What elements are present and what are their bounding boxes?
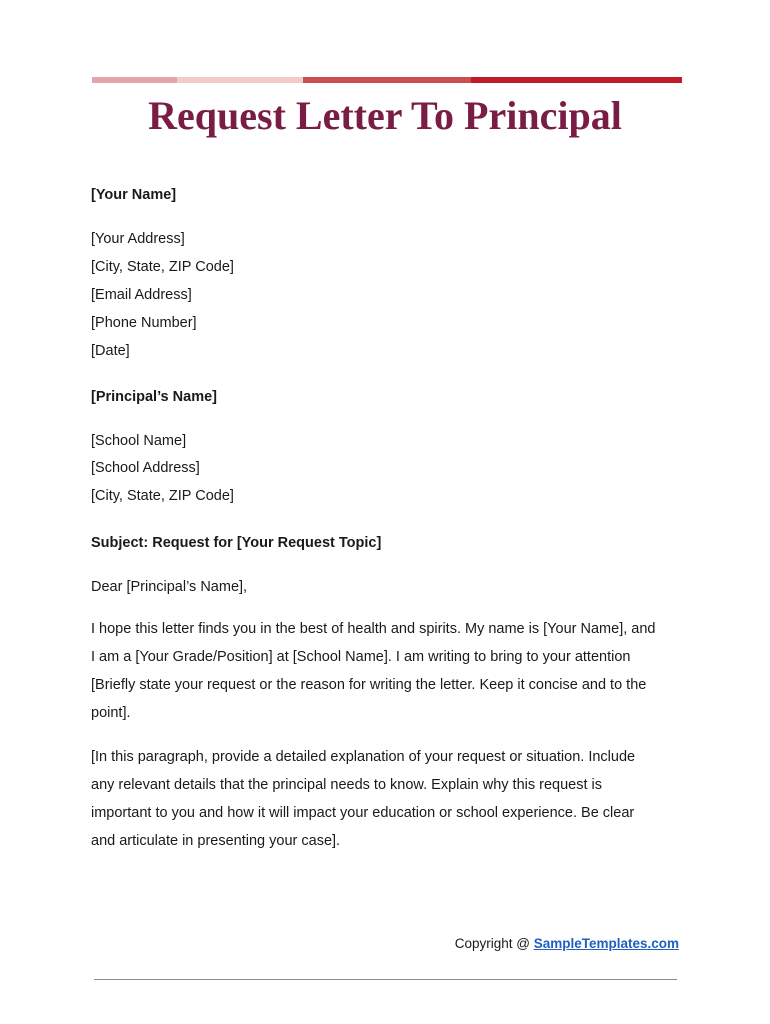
- sender-email: [Email Address]: [91, 287, 192, 303]
- sender-city-state-zip: [City, State, ZIP Code]: [91, 259, 234, 275]
- sender-phone: [Phone Number]: [91, 315, 197, 331]
- bar-segment: [303, 77, 471, 83]
- paragraph-line: and articulate in presenting your case].: [91, 833, 341, 849]
- bar-segment: [177, 77, 303, 83]
- copyright-prefix: Copyright @: [454, 936, 534, 951]
- recipient-city-state-zip: [City, State, ZIP Code]: [91, 488, 234, 504]
- subject-line: Subject: Request for [Your Request Topic]: [91, 535, 382, 551]
- recipient-school-address: [School Address]: [91, 460, 200, 476]
- paragraph-line: [In this paragraph, provide a detailed explanation of your request or situation. Include: [91, 749, 636, 765]
- sampletemplates-link[interactable]: SampleTemplates.com: [533, 936, 679, 951]
- document-title: Request Letter To Principal: [148, 93, 622, 138]
- paragraph-line: important to you and how it will impact your education or school experience. Be clear: [91, 805, 635, 821]
- bar-segment: [92, 77, 177, 83]
- paragraph-line: [Briefly state your request or the reason for writing the letter. Keep it concise and to the: [91, 677, 647, 693]
- salutation: Dear [Principal’s Name],: [91, 579, 248, 595]
- paragraph-line: any relevant details that the principal needs to know. Explain why this request is: [91, 777, 603, 793]
- footer-divider: [94, 979, 677, 980]
- decorative-top-bar: [92, 77, 682, 83]
- paragraph-line: point].: [91, 705, 131, 721]
- sender-address: [Your Address]: [91, 231, 185, 247]
- bar-segment: [471, 77, 682, 83]
- sender-name: [Your Name]: [91, 187, 177, 203]
- letter-date: [Date]: [91, 343, 130, 359]
- recipient-name: [Principal’s Name]: [91, 389, 217, 405]
- paragraph-line: I hope this letter finds you in the best of health and spirits. My name is [Your Name], and: [91, 621, 656, 637]
- recipient-school-name: [School Name]: [91, 433, 187, 449]
- copyright-notice: [455, 935, 679, 953]
- paragraph-line: I am a [Your Grade/Position] at [School Name]. I am writing to bring to your attention: [91, 649, 631, 665]
- body-paragraph-2: [91, 743, 691, 855]
- body-paragraph-1: [91, 615, 691, 727]
